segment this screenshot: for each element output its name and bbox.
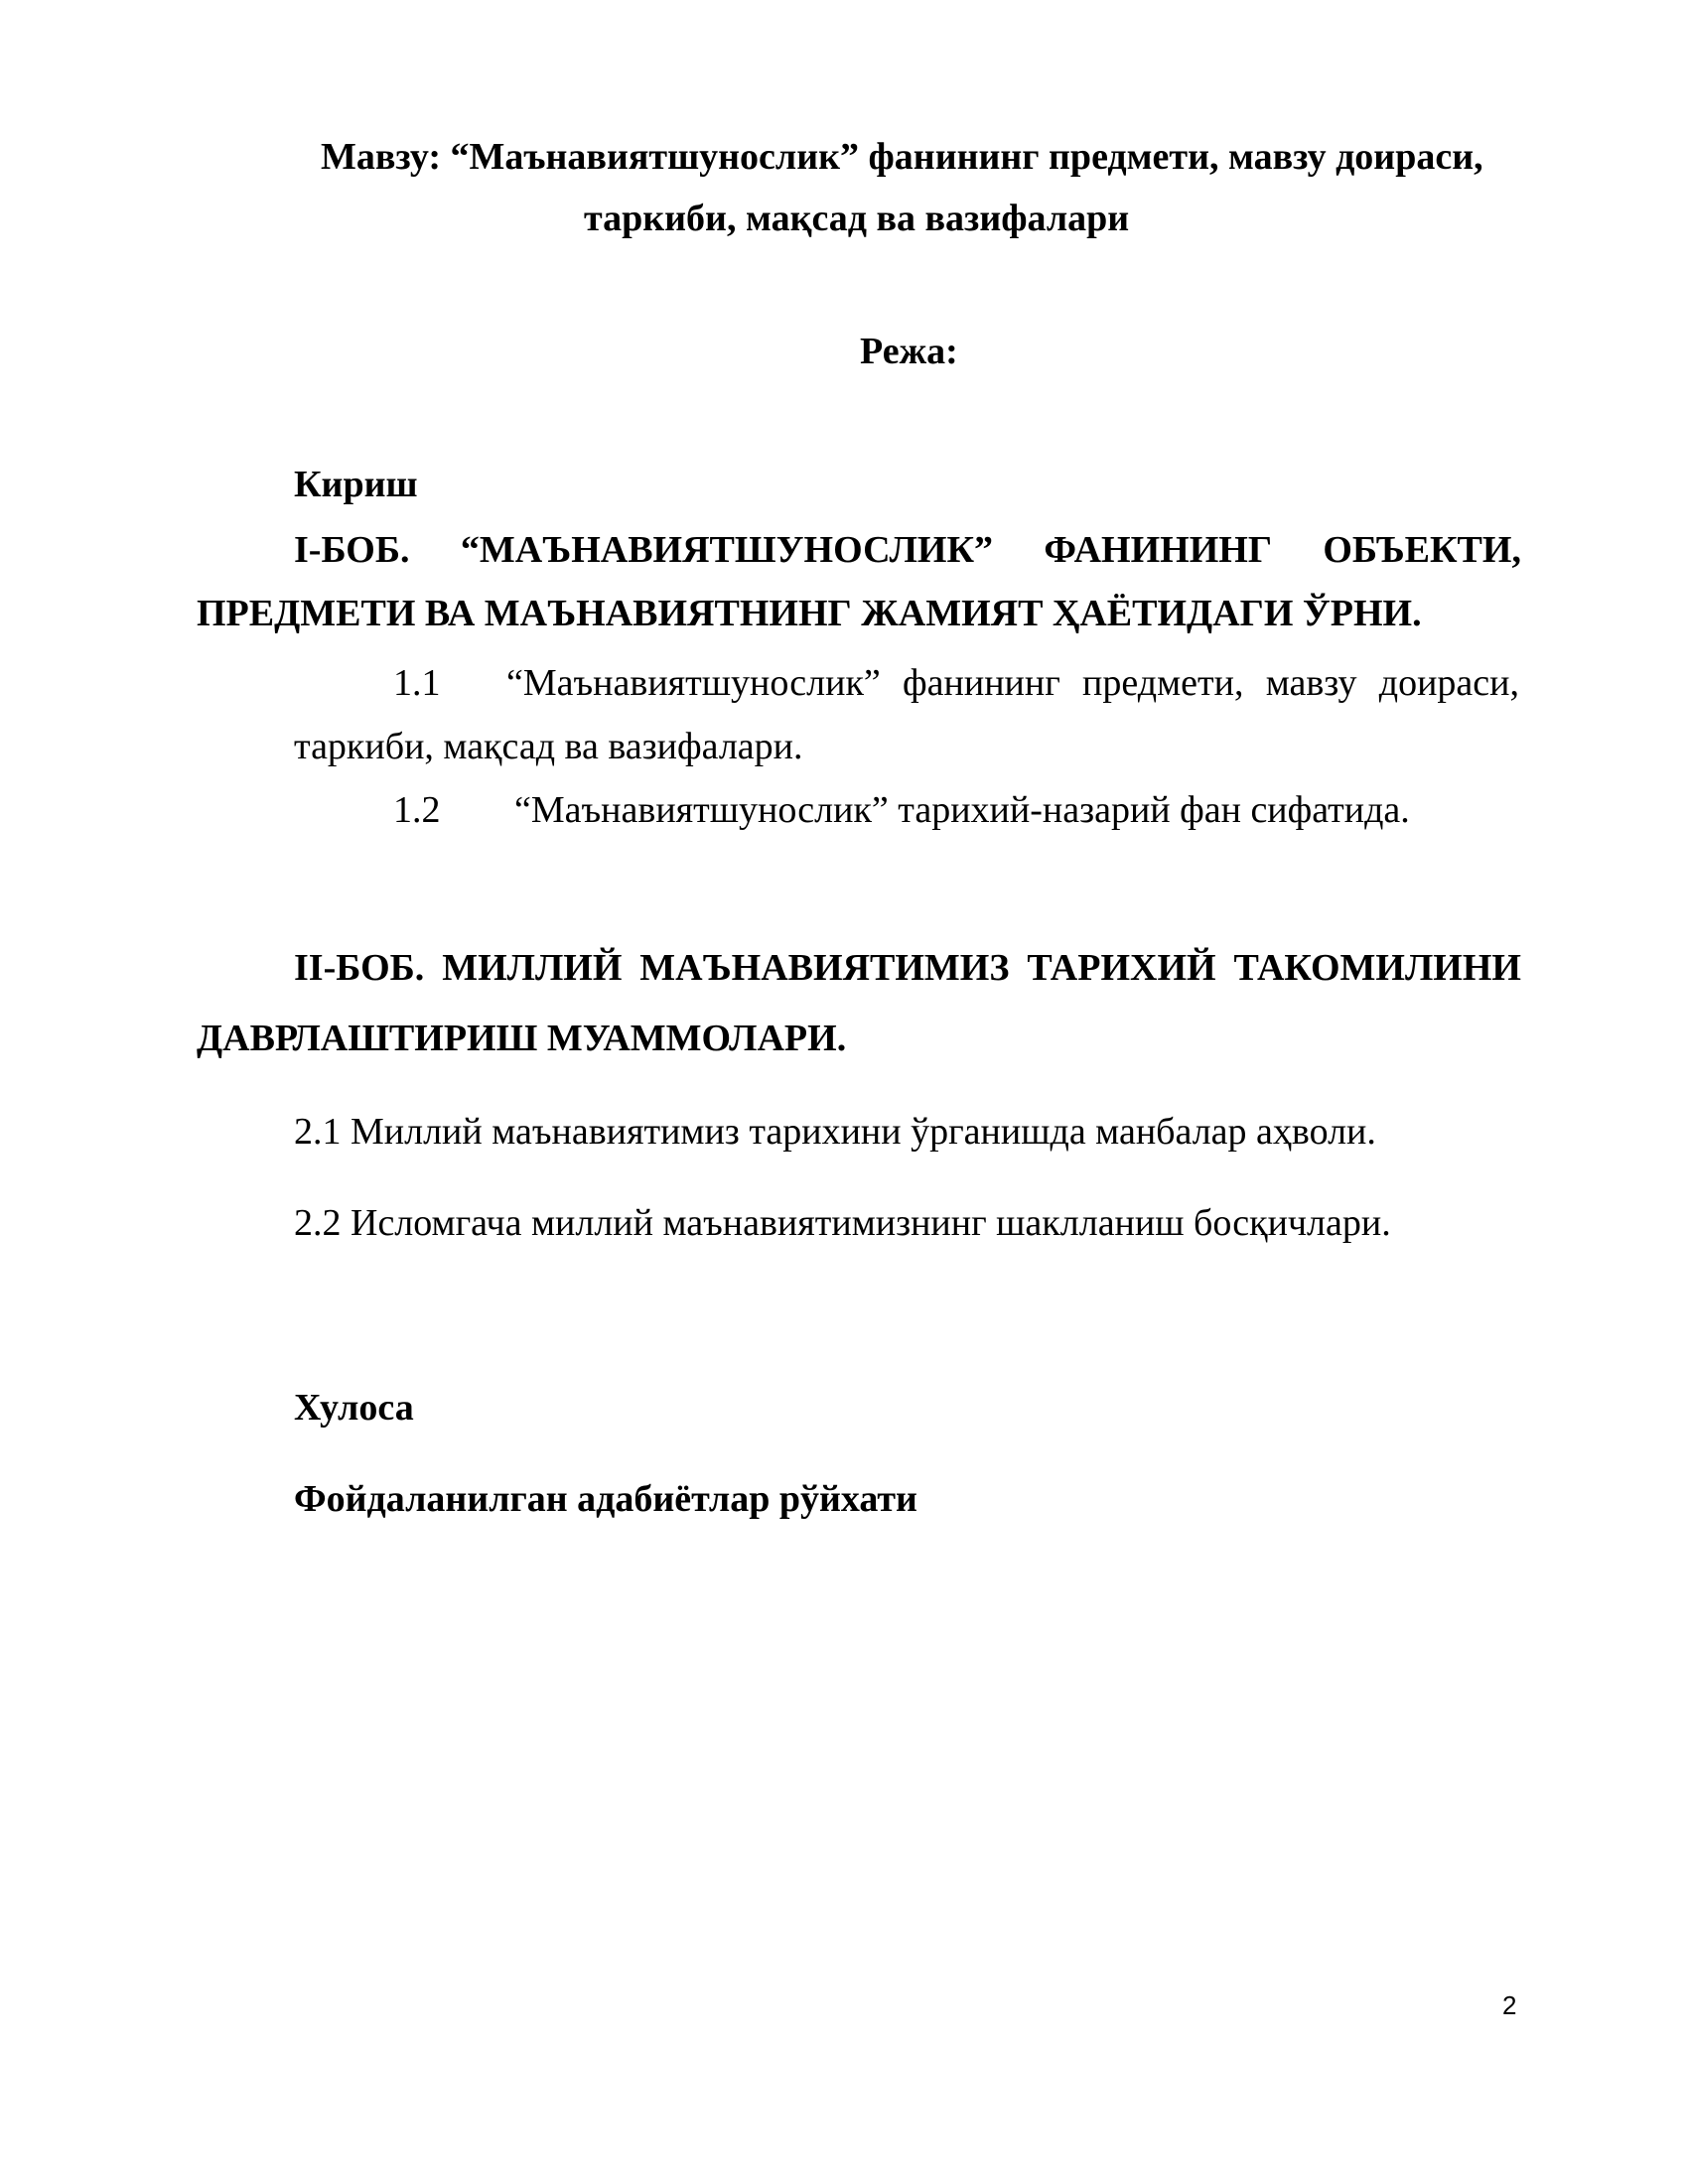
section-1-1-line-2: таркиби, мақсад ва вазифалари.	[294, 726, 803, 767]
chapter-2-word: МИЛЛИЙ	[442, 947, 623, 989]
section-word: доираси,	[1378, 662, 1519, 704]
section-word: “Маънавиятшунослик”	[506, 662, 881, 704]
chapter-1-word: ФАНИНИНГ	[1044, 529, 1273, 571]
chapter-2-heading-line-1	[294, 944, 1521, 992]
section-word: фанининг	[903, 662, 1060, 704]
chapter-2-heading-line-2: ДАВРЛАШТИРИШ МУАММОЛАРИ.	[197, 1018, 847, 1059]
chapter-2-word: II-БОБ.	[294, 947, 425, 989]
chapter-1-word: “МАЪНАВИЯТШУНОСЛИК”	[460, 529, 994, 571]
section-2-1: 2.1 Миллий маънавиятимиз тарихини ўрганишда манбалар аҳволи.	[294, 1111, 1376, 1153]
chapter-1-word: ОБЪЕКТИ,	[1323, 529, 1521, 571]
chapter-1-word: I-БОБ.	[294, 529, 410, 571]
chapter-2-word: МАЪНАВИЯТИМИЗ	[639, 947, 1010, 989]
section-1-2-text: “Маънавиятшунослик” тарихий-назарий фан сифатида.	[514, 789, 1410, 831]
section-word: предмети,	[1082, 662, 1244, 704]
chapter-1-heading-line-1	[294, 526, 1521, 574]
chapter-1-heading-line-2: ПРЕДМЕТИ ВА МАЪНАВИЯТНИНГ ЖАМИЯТ ҲАЁТИДАГИ ЎРНИ.	[197, 593, 1422, 634]
page-number: 2	[1502, 1990, 1517, 2020]
conclusion-item: Хулоса	[294, 1387, 414, 1429]
section-1-2-number: 1.2	[393, 789, 441, 831]
plan-heading: Режа:	[860, 331, 958, 372]
chapter-2-word: ТАРИХИЙ	[1027, 947, 1216, 989]
topic-title-line-2: таркиби, мақсад ва вазифалари	[584, 198, 1130, 239]
topic-title-line-1: Мавзу: “Маънавиятшунослик” фанининг предмети, мавзу доираси,	[321, 136, 1483, 178]
section-1-1-number: 1.1	[393, 662, 441, 704]
chapter-2-word: ТАКОМИЛИНИ	[1233, 947, 1521, 989]
references-item: Фойдаланилган адабиётлар рўйхати	[294, 1478, 917, 1520]
section-1-1-line-1	[506, 659, 1519, 707]
section-word: мавзу	[1265, 662, 1357, 704]
intro-item: Кириш	[294, 464, 418, 505]
section-2-2: 2.2 Исломгача миллий маънавиятимизнинг шаклланиш босқичлари.	[294, 1202, 1391, 1244]
